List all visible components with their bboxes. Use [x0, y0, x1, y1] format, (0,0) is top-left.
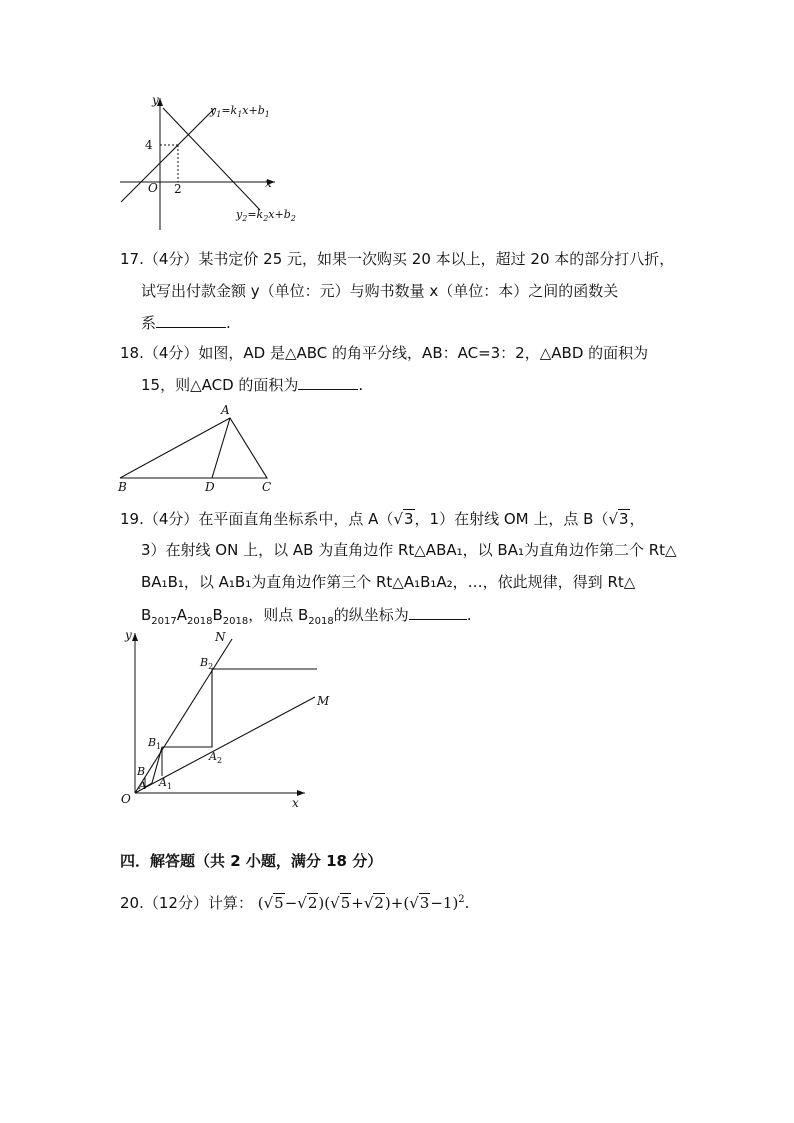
- a-label: A: [139, 781, 147, 792]
- q19-score: （4分）: [143, 510, 199, 528]
- ray-n-label: N: [215, 630, 226, 644]
- q18-line1: 如图，AD 是△ABC 的角平分线，AB：AC=3：2，△ABD 的面积为: [198, 344, 649, 362]
- q20-expression: $(√5-√2)(√5+√2)+(√3-1)^2$.: [257, 894, 470, 912]
- a2-label: $A_2$: [209, 750, 223, 765]
- q16-figure: [115, 90, 315, 235]
- question-18: [120, 342, 648, 364]
- question-19: 19.（4分）在平面直角坐标系中，点 A（√3，1）在射线 OM 上，点 B（√3，: [120, 510, 645, 528]
- vertex-a-label: A: [221, 403, 230, 417]
- ray-m-label: M: [317, 694, 330, 708]
- q19-figure: [115, 625, 340, 815]
- a1-label: $A_1$: [159, 776, 173, 791]
- x-axis-label: x: [292, 796, 299, 810]
- q19-answer-blank[interactable]: [409, 603, 467, 620]
- q19-line2: 3）在射线 ON 上，以 AB 为直角边作 Rt△ABA₁，以 BA₁为直角边作第二个 Rt△: [141, 541, 677, 559]
- vertex-b-label: B: [118, 480, 127, 494]
- section-4-heading: 四．解答题（共 2 小题，满分 18 分）: [120, 852, 383, 870]
- y-axis-label: y: [125, 628, 132, 642]
- q17-answer-blank[interactable]: [156, 311, 226, 328]
- q19-number: 19.: [120, 510, 144, 528]
- q20-score: （12分）: [143, 894, 208, 912]
- q18-line2: 15，则△ACD 的面积为 .: [141, 373, 363, 396]
- origin-label: O: [121, 792, 131, 806]
- x-axis-label: x: [265, 176, 272, 190]
- q17-line2: 试写出付款金额 y（单位：元）与购书数量 x（单位：本）之间的函数关: [141, 282, 619, 300]
- question-17: [120, 248, 680, 270]
- vertex-d-label: D: [205, 480, 215, 494]
- tick-y-label: 4: [145, 138, 153, 152]
- tick-x-label: 2: [174, 182, 182, 196]
- b1-label: $B_1$: [148, 736, 162, 751]
- q18-score: （4分）: [143, 344, 199, 362]
- q17-number: 17.: [120, 250, 144, 268]
- q18-answer-blank[interactable]: [298, 373, 358, 390]
- line1-label: $y_1=k_1x+b_1$: [210, 104, 270, 119]
- question-20: 20.（12分）计算： $(√5-√2)(√5+√2)+(√3-1)^2$.: [120, 894, 470, 912]
- vertex-c-label: C: [262, 480, 272, 494]
- line2-label: $y_2=k_2x+b_2$: [236, 208, 296, 223]
- q17-line1: 某书定价 25 元，如果一次购买 20 本以上，超过 20 本的部分打八折，: [198, 250, 675, 268]
- y-axis-label: y: [152, 93, 159, 107]
- b-label: B: [137, 765, 146, 778]
- q17-line3: 系 .: [141, 311, 231, 334]
- q19-line4: $B_{2017}A_{2018}B_{2018}$，则点 $B_{2018}$的纵坐标为 .: [141, 603, 472, 633]
- q18-number: 18.: [120, 344, 144, 362]
- q18-figure: [115, 402, 280, 494]
- q20-number: 20.: [120, 894, 144, 912]
- q17-score: （4分）: [143, 250, 199, 268]
- origin-label: O: [148, 181, 158, 195]
- b2-label: $B_2$: [200, 656, 214, 671]
- q19-line3: BA₁B₁，以 A₁B₁为直角边作第三个 Rt△A₁B₁A₂，…，依此规律，得到 Rt△: [141, 573, 636, 591]
